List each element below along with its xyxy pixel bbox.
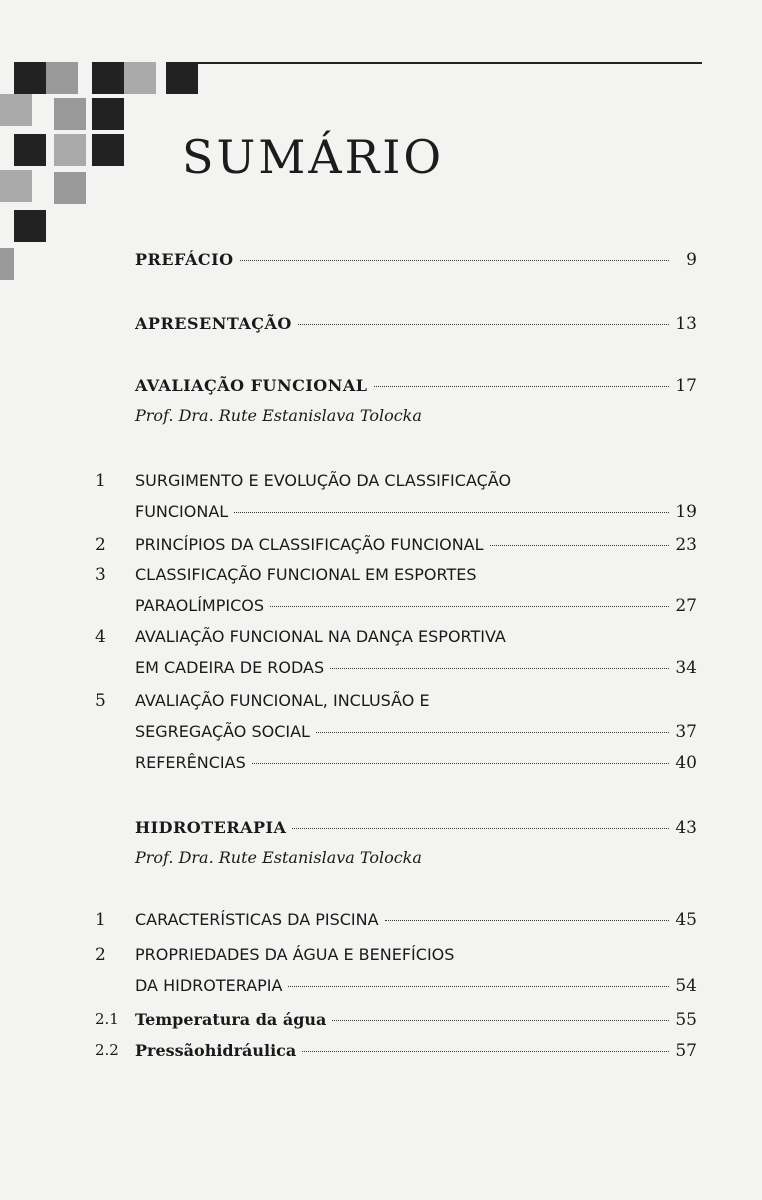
section-author: Prof. Dra. Rute Estanislava Tolocka — [135, 848, 422, 867]
toc-item-number: 2.1 — [95, 1010, 119, 1028]
leader-dots — [374, 386, 669, 387]
toc-page: 55 — [675, 1010, 697, 1030]
toc-page: 19 — [675, 502, 697, 522]
leader-dots — [234, 512, 669, 513]
leader-dots — [298, 324, 669, 325]
toc-item — [95, 691, 697, 752]
toc-label: CARACTERÍSTICAS DA PISCINA — [135, 910, 379, 929]
toc-section-hidroterapia — [135, 818, 697, 848]
toc-page: 27 — [675, 596, 697, 616]
toc-section-prefacio — [135, 250, 697, 280]
toc-label: SEGREGAÇÃO SOCIAL — [135, 722, 310, 741]
toc-section-apresentacao — [135, 314, 697, 344]
leader-dots — [240, 260, 669, 261]
toc-item-first-line: AVALIAÇÃO FUNCIONAL NA DANÇA ESPORTIVA — [135, 627, 506, 646]
toc-page: 40 — [675, 753, 697, 773]
toc-subitem — [95, 1041, 697, 1071]
toc-page: 54 — [675, 976, 697, 996]
toc-subitem — [95, 1010, 697, 1040]
top-rule — [190, 62, 702, 64]
toc-page: 13 — [675, 314, 697, 334]
toc-label: DA HIDROTERAPIA — [135, 976, 283, 995]
toc-item-first-line: SURGIMENTO E EVOLUÇÃO DA CLASSIFICAÇÃO — [135, 471, 512, 490]
leader-dots — [302, 1051, 669, 1052]
toc-page: 45 — [675, 910, 697, 930]
toc-item-referencias — [135, 753, 697, 783]
leader-dots — [330, 668, 669, 669]
toc-item — [95, 535, 697, 565]
page-title: SUMÁRIO — [182, 130, 445, 184]
leader-dots — [385, 920, 669, 921]
toc-label: AVALIAÇÃO FUNCIONAL — [135, 376, 368, 395]
toc-page: 34 — [675, 658, 697, 678]
toc-item-number: 3 — [95, 565, 106, 585]
toc-page: 43 — [675, 818, 697, 838]
toc-label: HIDROTERAPIA — [135, 818, 287, 837]
toc-page: 9 — [686, 250, 697, 270]
toc-item-number: 2 — [95, 535, 106, 555]
toc-item — [95, 471, 697, 532]
toc-item — [95, 627, 697, 688]
toc-item — [95, 565, 697, 626]
leader-dots — [288, 986, 669, 987]
leader-dots — [270, 606, 669, 607]
toc-page: 17 — [675, 376, 697, 396]
toc-item-number: 4 — [95, 627, 106, 647]
toc-item-first-line: AVALIAÇÃO FUNCIONAL, INCLUSÃO E — [135, 691, 430, 710]
toc-section-avaliacao — [135, 376, 697, 406]
toc-label: EM CADEIRA DE RODAS — [135, 658, 325, 677]
toc-label: PRINCÍPIOS DA CLASSIFICAÇÃO FUNCIONAL — [135, 535, 484, 554]
leader-dots — [292, 828, 669, 829]
toc-label: Pressãohidráulica — [135, 1041, 297, 1060]
toc-item-number: 1 — [95, 910, 106, 930]
leader-dots — [316, 732, 669, 733]
toc-label: Temperatura da água — [135, 1010, 327, 1029]
toc-item-number: 1 — [95, 471, 106, 491]
toc-label: REFERÊNCIAS — [135, 753, 246, 772]
toc-item-number: 2 — [95, 945, 106, 965]
leader-dots — [490, 545, 669, 546]
toc-label: FUNCIONAL — [135, 502, 229, 521]
toc-page: 57 — [675, 1041, 697, 1061]
checkerboard-ornament — [0, 0, 210, 290]
toc-page: 37 — [675, 722, 697, 742]
toc-label: PREFÁCIO — [135, 250, 234, 269]
toc-item-number: 5 — [95, 691, 106, 711]
toc-item-first-line: PROPRIEDADES DA ÁGUA E BENEFÍCIOS — [135, 945, 455, 964]
toc-item-first-line: CLASSIFICAÇÃO FUNCIONAL EM ESPORTES — [135, 565, 477, 584]
toc-item — [95, 910, 697, 940]
toc-page: 23 — [675, 535, 697, 555]
toc-item-number: 2.2 — [95, 1041, 119, 1059]
leader-dots — [332, 1020, 669, 1021]
section-author: Prof. Dra. Rute Estanislava Tolocka — [135, 406, 422, 425]
leader-dots — [252, 763, 669, 764]
toc-label: APRESENTAÇÃO — [135, 314, 292, 333]
toc-label: PARAOLÍMPICOS — [135, 596, 265, 615]
toc-item — [95, 945, 697, 1006]
